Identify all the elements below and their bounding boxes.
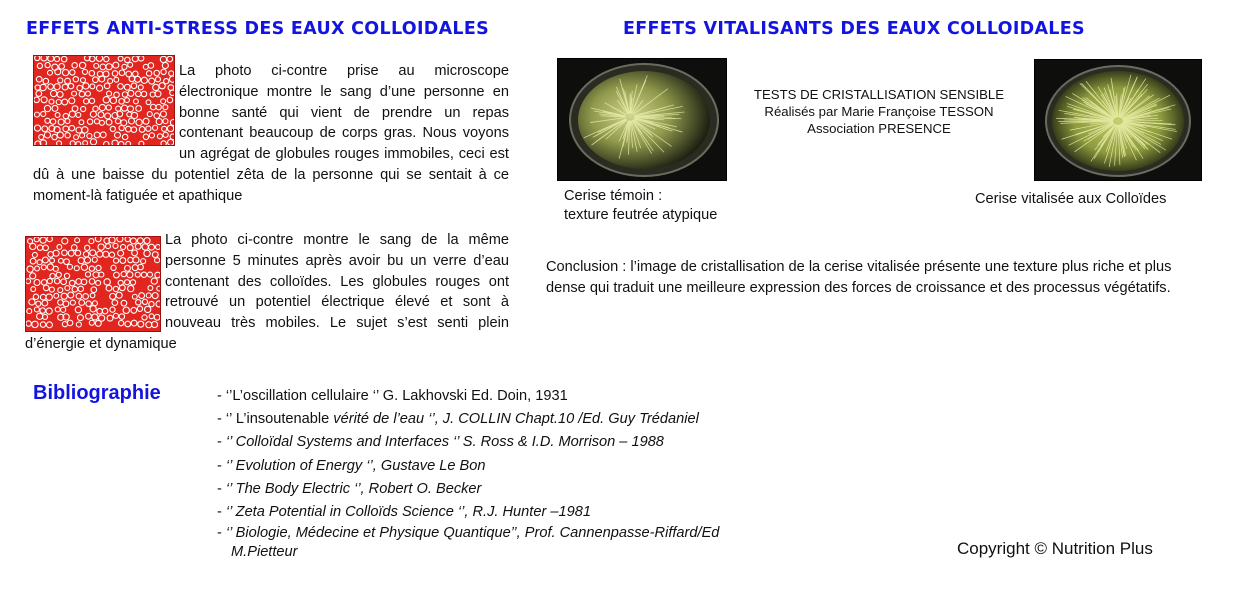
left-section-title: EFFETS ANTI-STRESS DES EAUX COLLOIDALES: [26, 19, 490, 39]
bibliography-item: [217, 543, 719, 562]
bib-italic: ‘’ Colloïdal Systems and Interfaces ‘’ S. Ross & I.D. Morrison – 1988: [225, 434, 664, 451]
vitalised-caption: Cerise vitalisée aux Colloïdes: [975, 191, 1167, 207]
control-caption-line-2: texture feutrée atypique: [564, 207, 718, 223]
bib-plain: -: [217, 525, 226, 542]
paragraph-after: [25, 230, 509, 355]
bib-italic: ‘’ The Body Electric ‘’, Robert O. Becker: [225, 480, 482, 497]
paragraph-after-text: La photo ci-contre montre le sang de la même personne 5 minutes après avoir bu un verre d’eau contenant des colloïdes. Les globules rouges ont retrouvé un potentiel électrique élevé et sont à nouveau très mobiles. Le sujet s’est senti plein d’énergie et dynamique: [25, 232, 509, 352]
bib-italic: ‘’ Zeta Potential in Colloïds Science ‘’, R.J. Hunter –1981: [225, 504, 591, 521]
bibliography-item: [217, 478, 719, 501]
bibliography-item: [217, 408, 719, 431]
right-section-title: EFFETS VITALISANTS DES EAUX COLLOIDALES: [623, 19, 1085, 39]
control-caption: [564, 187, 717, 225]
bib-plain: -: [217, 504, 226, 521]
bibliography-item: [217, 501, 719, 524]
bib-italic: vérité de l’eau ‘’, J. COLLIN Chapt.10 /Ed. Guy Trédaniel: [333, 411, 699, 428]
bib-italic: ‘’ Biologie, Médecine et Physique Quantique’’, Prof. Cannenpasse-Riffard/Ed: [225, 525, 720, 542]
bibliography-list: [217, 385, 719, 562]
bib-plain: -: [217, 480, 226, 497]
tests-line-3: Association PRESENCE: [807, 121, 951, 136]
tests-line-2: Réalisés par Marie Françoise TESSON: [764, 104, 994, 119]
bib-italic: ‘’ Evolution of Energy ‘’, Gustave Le Bon: [225, 457, 486, 474]
tests-line-1: TESTS DE CRISTALLISATION SENSIBLE: [753, 87, 1005, 102]
bibliography-item: [217, 524, 719, 543]
paragraph-before-text: La photo ci-contre prise au microscope électronique montre le sang d’une personne en bonne santé qui vient de prendre un repas contenant beaucoup de corps gras. Nous voyons un agrégat de globules rouges immobiles, ceci est dû à une baisse du potentiel zêta de la personne qui se sentait à ce moment-là fatiguée et apathique: [33, 63, 509, 204]
bib-plain: - ‘’ L’insoutenable: [217, 411, 334, 428]
bib-plain: -: [217, 434, 226, 451]
bibliography-item: [217, 385, 719, 408]
control-caption-line-1: Cerise témoin :: [564, 188, 663, 204]
copyright-notice: Copyright © Nutrition Plus: [957, 539, 1153, 558]
bib-italic: M.Pietteur: [231, 544, 298, 561]
paragraph-before: [33, 61, 509, 207]
crystallisation-test-credits: [740, 86, 1018, 137]
bib-plain: -: [217, 457, 226, 474]
bib-plain: - ‘’L’oscillation cellulaire ‘’ G. Lakhovski Ed. Doin, 1931: [217, 388, 568, 404]
blood-mobile-photo: [25, 236, 161, 332]
crystallisation-vitalised-photo: [1034, 59, 1202, 181]
bibliography-item: [217, 431, 719, 454]
bibliography-title: Bibliographie: [33, 382, 161, 404]
crystallisation-control-photo: [557, 58, 727, 181]
conclusion-text: Conclusion : l’image de cristallisation de la cerise vitalisée présente une texture plus riche et plus dense qui traduit une meilleure expression des forces de croissance et des processus végétatifs.: [546, 259, 1172, 296]
bibliography-item: [217, 455, 719, 478]
blood-aggregated-photo: [33, 55, 175, 146]
